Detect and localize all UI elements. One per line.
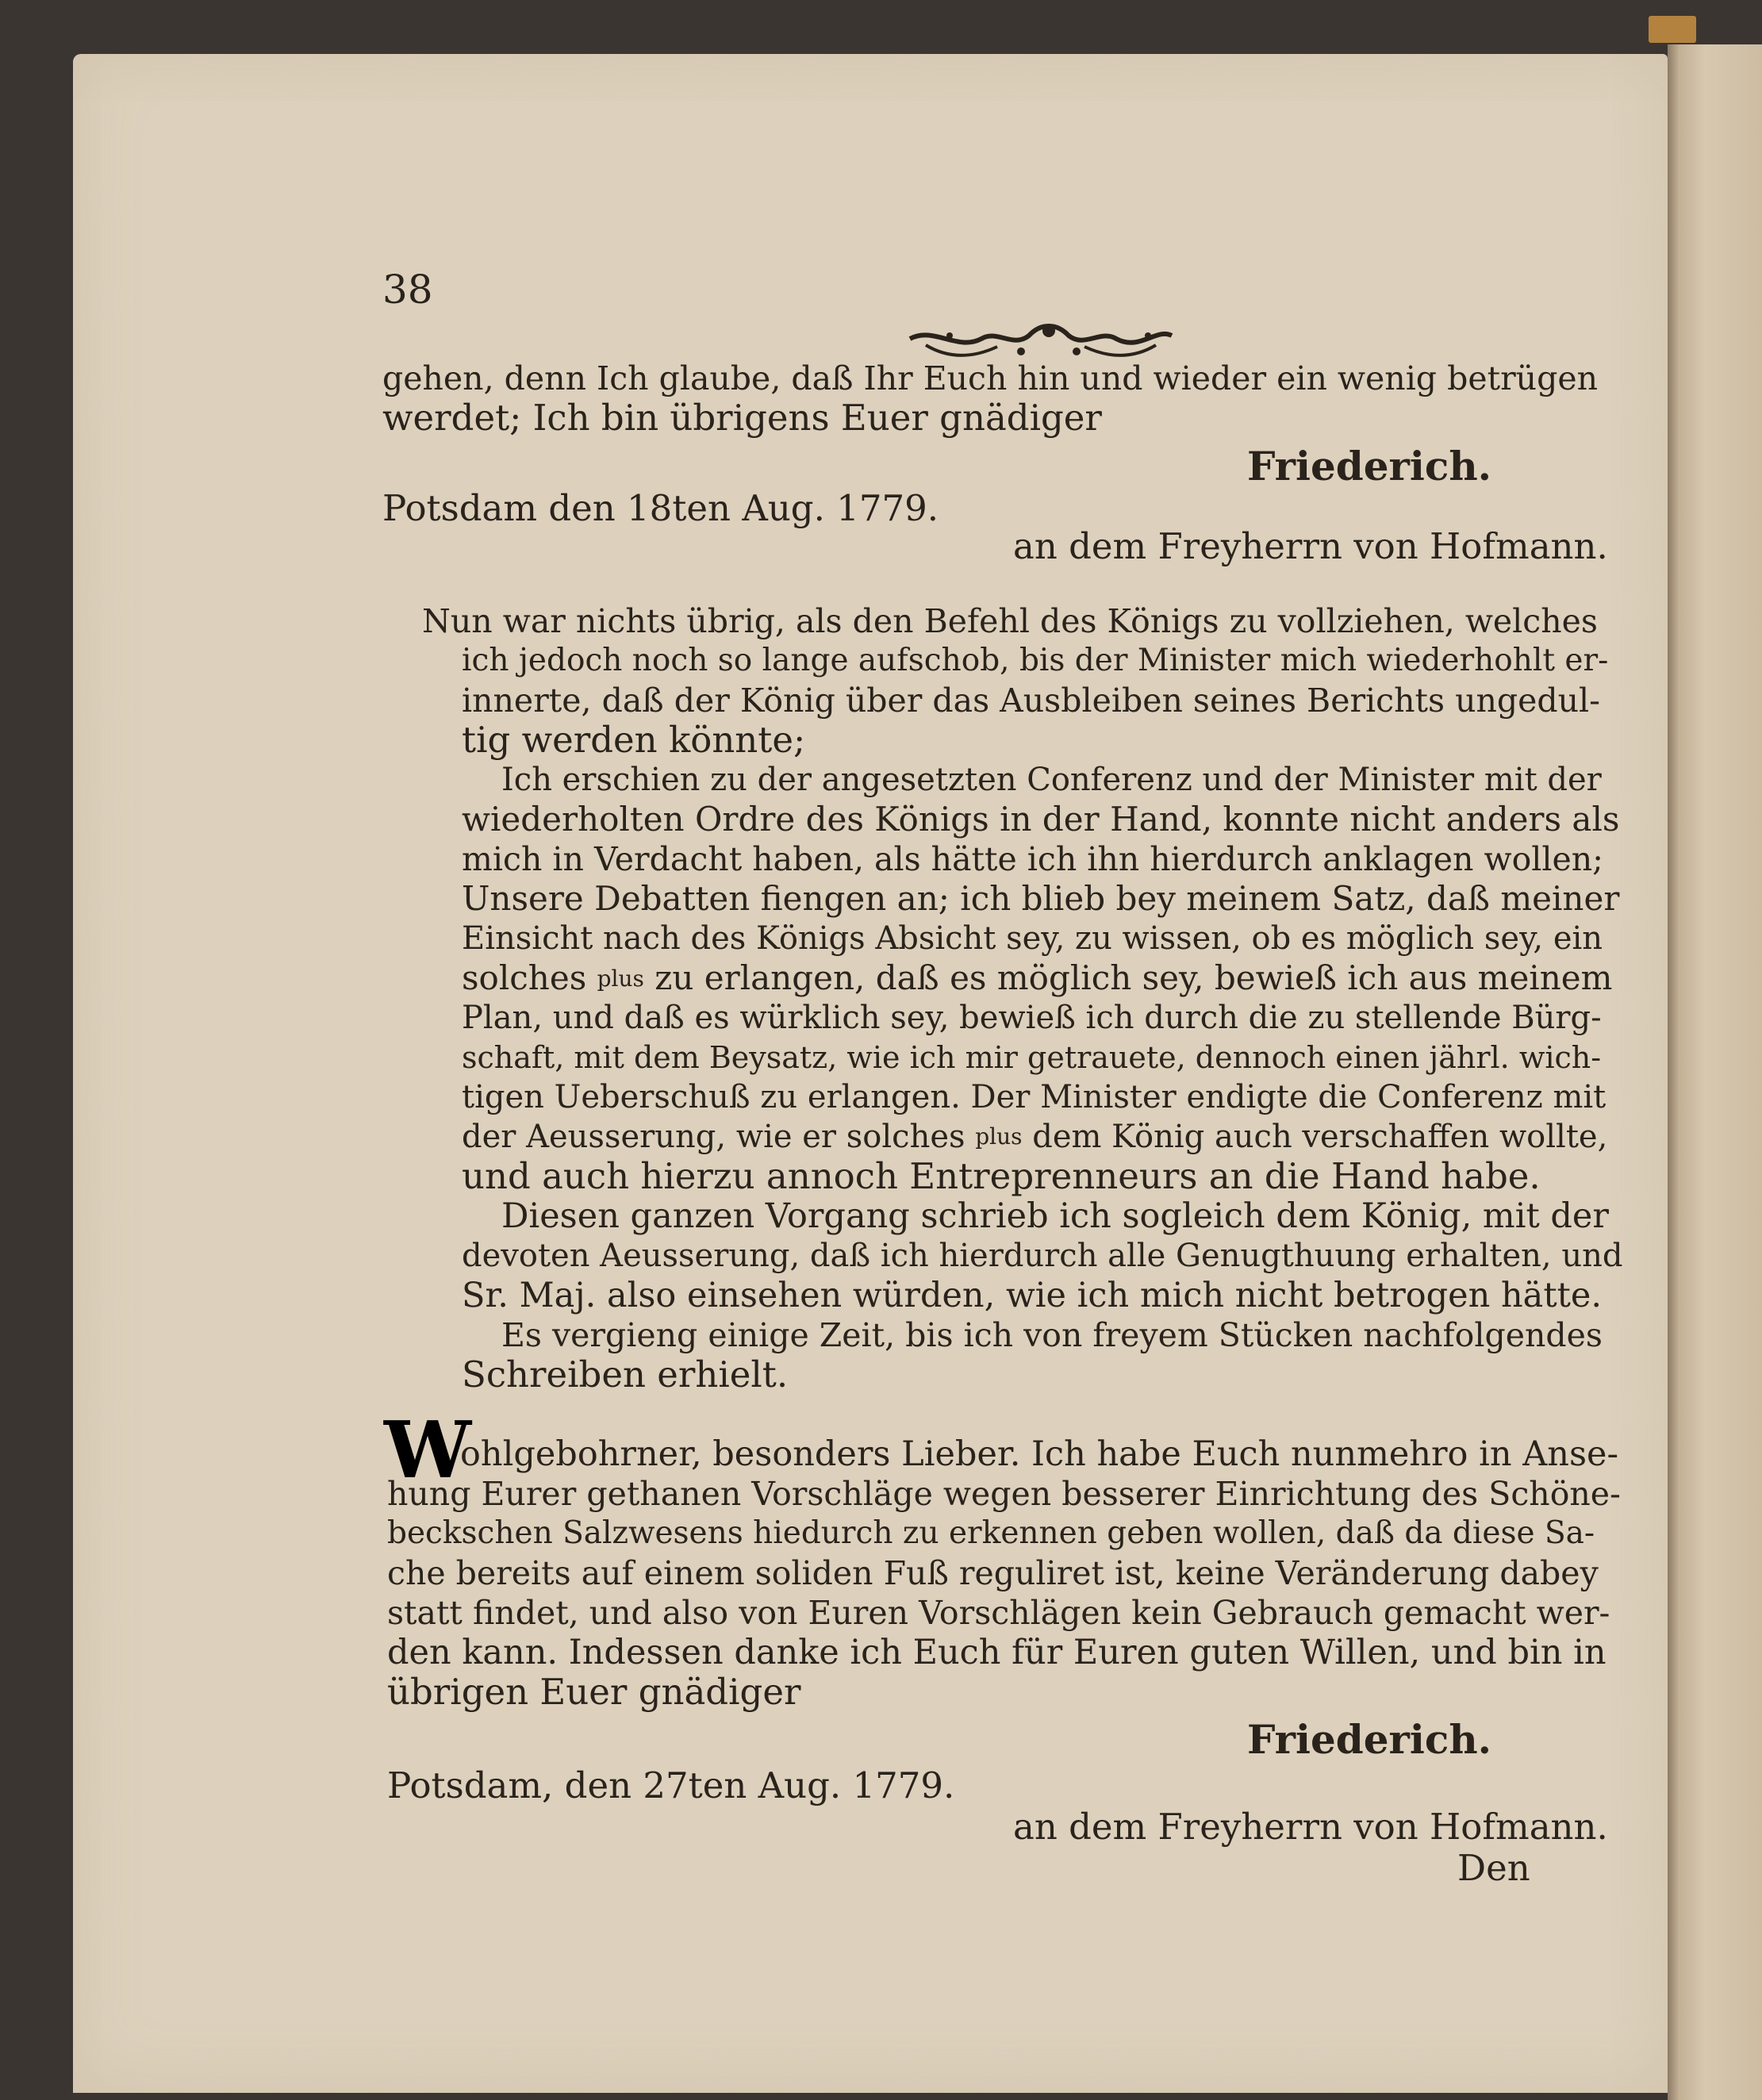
text-line: den kann. Indessen danke ich Euch für Euren guten Willen, und bin in [387, 1633, 1607, 1672]
text-fragment: solches [462, 958, 587, 997]
text-line: schaft, mit dem Beysatz, wie ich mir getrauete, dennoch einen jährl. wich- [462, 1040, 1602, 1075]
text-line: Unsere Debatten fiengen an; ich blieb bey meinem Satz, daß meiner [462, 879, 1620, 918]
text-line [462, 1117, 1607, 1157]
text-line: wiederholten Ordre des Königs in der Hand, konnte nicht anders als [462, 800, 1620, 839]
text-fragment: dem König auch verschaffen wollte, [1032, 1119, 1608, 1155]
text-line: Schreiben erhielt. [462, 1353, 789, 1396]
drop-cap-initial: W [384, 1405, 472, 1496]
text-line: übrigen Euer gnädiger [387, 1671, 801, 1713]
text-line: innerte, daß der König über das Ausbleiben seines Berichts ungedul- [462, 681, 1601, 720]
text-line: ohlgebohrner, besonders Lieber. Ich habe Euch nunmehro in Anse- [460, 1434, 1619, 1474]
text-line: mich in Verdacht haben, als hätte ich ihn hierdurch anklagen wollen; [462, 840, 1603, 878]
catchword: Den [1457, 1847, 1530, 1889]
text-line: und auch hierzu annoch Entreprenneurs an die Hand habe. [462, 1155, 1541, 1197]
text-fragment: der Aeusserung, wie er solches [462, 1119, 965, 1155]
text-line: Diesen ganzen Vorgang schrieb ich sogleich dem König, mit der [501, 1196, 1609, 1236]
text-line: tig werden könnte; [462, 719, 806, 761]
facing-page-edge [1668, 44, 1762, 2100]
text-line: Sr. Maj. also einsehen würden, wie ich mich nicht betrogen hätte. [462, 1276, 1602, 1315]
text-line: ich jedoch noch so lange aufschob, bis der Minister mich wiederhohlt er- [462, 643, 1609, 678]
recipient: an dem Freyherrn von Hofmann. [1013, 1806, 1608, 1848]
paper-page [73, 54, 1668, 2093]
library-tab-marker [1649, 16, 1696, 43]
text-fragment: zu erlangen, daß es möglich sey, bewieß ich aus meinem [655, 958, 1613, 997]
text-line: gehen, denn Ich glaube, daß Ihr Euch hin und wieder ein wenig betrügen [382, 359, 1598, 397]
text-line [462, 958, 1612, 999]
text-line: beckschen Salzwesens hiedurch zu erkennen geben wollen, daß da diese Sa- [387, 1515, 1595, 1551]
text-line: devoten Aeusserung, daß ich hierdurch alle Genugthuung erhalten, und [462, 1238, 1623, 1274]
dateline: Potsdam den 18ten Aug. 1779. [382, 487, 939, 529]
text-line: werdet; Ich bin übrigens Euer gnädiger [382, 397, 1102, 439]
signature: Friederich. [1247, 1716, 1492, 1763]
recipient: an dem Freyherrn von Hofmann. [1013, 525, 1608, 567]
text-line: Ich erschien zu der angesetzten Conferenz und der Minister mit der [501, 762, 1602, 798]
dateline: Potsdam, den 27ten Aug. 1779. [387, 1764, 955, 1806]
latin-word-plus: plus [597, 966, 644, 992]
text-line: Plan, und daß es würklich sey, bewieß ich durch die zu stellende Bürg- [462, 1000, 1602, 1036]
page-number: 38 [382, 267, 433, 313]
text-line: Nun war nichts übrig, als den Befehl des Königs zu vollziehen, welches [422, 602, 1598, 640]
signature: Friederich. [1247, 443, 1492, 489]
text-line: Einsicht nach des Königs Absicht sey, zu wissen, ob es möglich sey, ein [462, 920, 1603, 957]
text-line: Es vergieng einige Zeit, bis ich von freyem Stücken nachfolgendes [501, 1316, 1603, 1354]
latin-word-plus: plus [975, 1123, 1023, 1150]
text-line: tigen Ueberschuß zu erlangen. Der Minister endigte die Conferenz mit [462, 1079, 1607, 1115]
text-line: statt findet, und also von Euren Vorschlägen kein Gebrauch gemacht wer- [387, 1594, 1610, 1632]
text-line: hung Eurer gethanen Vorschläge wegen besserer Einrichtung des Schöne- [387, 1475, 1621, 1513]
text-line: che bereits auf einem soliden Fuß reguliret ist, keine Veränderung dabey [387, 1554, 1599, 1592]
